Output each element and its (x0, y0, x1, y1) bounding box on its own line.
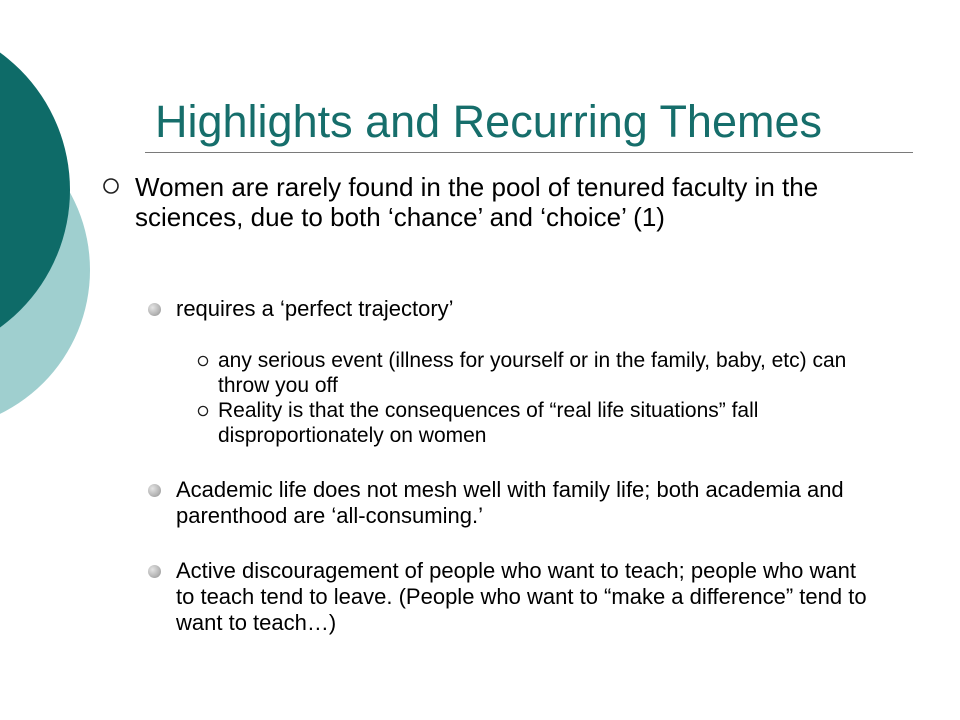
hollow-circle-bullet-icon (102, 177, 120, 195)
slide-title: Highlights and Recurring Themes (155, 96, 823, 147)
detail-serious-event: any serious event (illness for yourself or in the family, baby, etc) can throw you off (218, 349, 847, 397)
hollow-circle-bullet-icon (197, 405, 209, 417)
title-divider (145, 152, 913, 153)
sub-point-family-life: Academic life does not mesh well with family life; both academia and parenthood are ‘all-consuming.’ (176, 477, 844, 528)
detail-real-life: Reality is that the consequences of “real life situations” fall disproportionately on women (218, 399, 759, 447)
sub-point-teaching: Active discouragement of people who want to teach; people who want to teach tend to leave. (People who want to “make a difference” tend to want to teach…) (176, 558, 867, 635)
round-bullet-icon (148, 565, 161, 578)
hollow-circle-bullet-icon (197, 355, 209, 367)
round-bullet-icon (148, 303, 161, 316)
main-point-text: Women are rarely found in the pool of tenured faculty in the sciences, due to both ‘chance’ and ‘choice’ (1) (135, 172, 819, 232)
sub-point-trajectory: requires a ‘perfect trajectory’ (176, 296, 454, 321)
round-bullet-icon (148, 484, 161, 497)
